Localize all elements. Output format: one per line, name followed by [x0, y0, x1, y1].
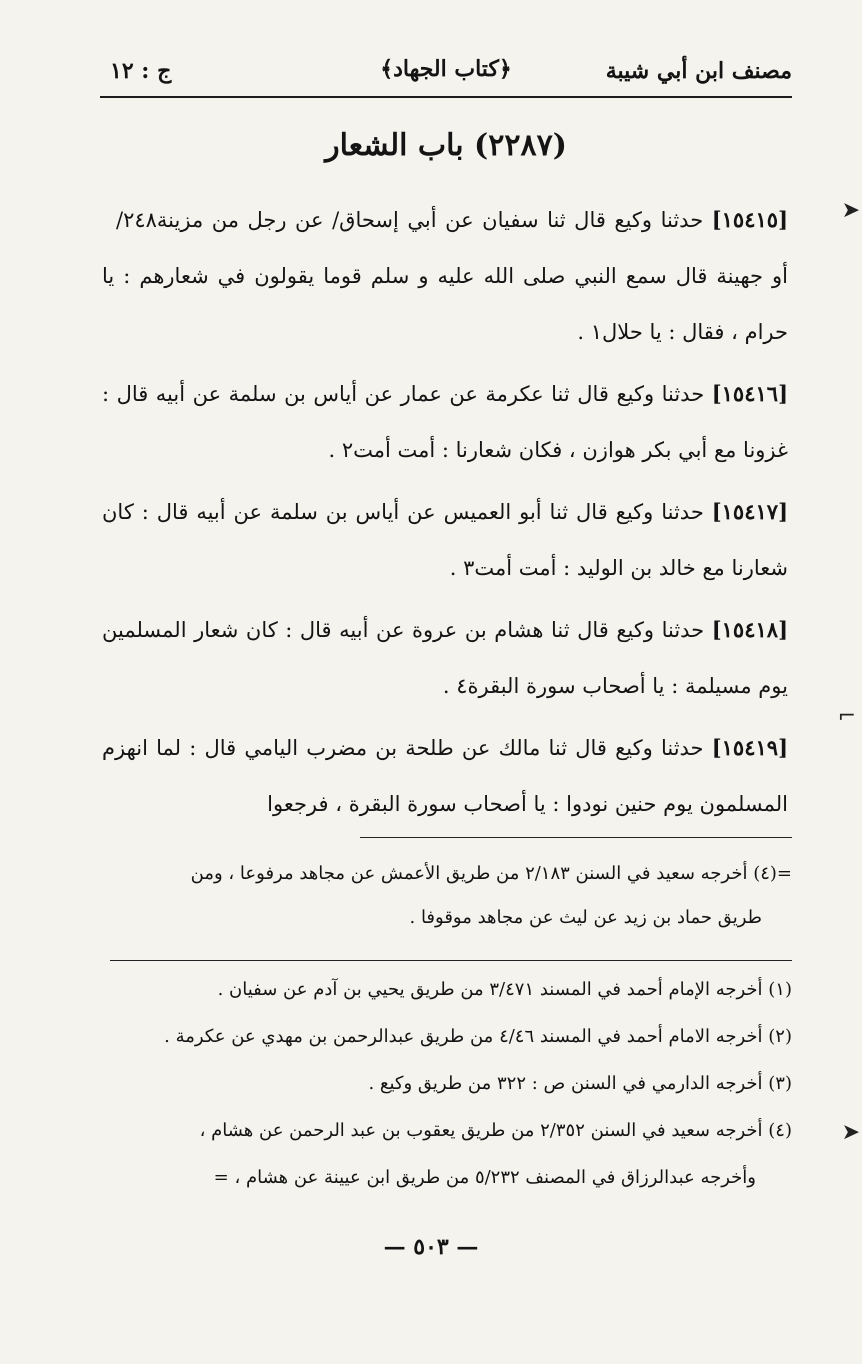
hadith-number: [١٥٤١٥] — [711, 207, 788, 232]
footnote: (٢) أخرجه الامام أحمد في المسند ٤/٤٦ من طريق عبدالرحمن بن مهدي عن عكرمة . — [164, 1026, 792, 1047]
hadith-paragraph — [102, 602, 788, 714]
hadith-number: [١٥٤١٨] — [711, 617, 788, 642]
hadith-text: حدثنا وكيع قال ثنا سفيان عن أبي إسحاق/ عن رجل من مزينة أو جهينة قال سمع النبي صلى الله عليه و سلم قوما يقولون في شعارهم : يا حرام ، فقال : يا حلال١ . — [102, 208, 788, 344]
margin-hook-icon: ⌐ — [837, 704, 856, 729]
hadith-paragraph — [102, 366, 788, 478]
running-header — [100, 48, 792, 98]
footnotes — [102, 966, 792, 1201]
footnote-line: =(٤) أخرجه سعيد في السنن ٢/١٨٣ من طريق الأعمش عن مجاهد مرفوعا ، ومن — [190, 863, 792, 884]
footnote-divider — [110, 960, 792, 961]
section-heading: (٢٢٨٧) باب الشعار — [325, 128, 567, 163]
hadith-text: حدثنا وكيع قال ثنا مالك عن طلحة بن مضرب اليامي قال : لما انهزم المسلمون يوم حنين نودوا : يا أصحاب سورة البقرة ، فرجعوا — [102, 736, 788, 816]
hadith-text: حدثنا وكيع قال ثنا أبو العميس عن أياس بن سلمة عن أبيه قال : كان شعارنا مع خالد بن الوليد : أمت أمت٣ . — [102, 500, 788, 580]
footnote: وأخرجه عبدالرزاق في المصنف ٥/٢٣٢ من طريق ابن عيينة عن هشام ، = — [213, 1167, 756, 1188]
hadith-paragraph — [102, 720, 788, 832]
footnote: (٤) أخرجه سعيد في السنن ٢/٣٥٢ من طريق يعقوب بن عبد الرحمن عن هشام ، — [199, 1120, 792, 1141]
footnote-separator — [360, 837, 792, 838]
footnote: (١) أخرجه الإمام أحمد في المسند ٣/٤٧١ من طريق يحيي بن آدم عن سفيان . — [217, 979, 792, 1000]
hadith-number: [١٥٤١٩] — [711, 735, 788, 760]
margin-arrow-icon: ➤ — [841, 1120, 860, 1145]
margin-arrow-icon: ➤ — [841, 198, 860, 223]
hadith-text: حدثنا وكيع قال ثنا هشام بن عروة عن أبيه قال : كان شعار المسلمين يوم مسيلمة : يا أصحاب سورة البقرة٤ . — [102, 618, 788, 698]
hadith-text-block — [102, 192, 788, 838]
hadith-number: [١٥٤١٦] — [711, 381, 788, 406]
chapter-title: ﴿كتاب الجهاد﴾ — [380, 56, 512, 82]
carried-footnote — [102, 852, 792, 940]
page-number: — ٥٠٣ — — [383, 1234, 479, 1260]
volume-number: ج : ١٢ — [110, 58, 172, 84]
hadith-paragraph — [102, 484, 788, 596]
hadith-paragraph — [102, 192, 788, 360]
footnote-line: طريق حماد بن زيد عن ليث عن مجاهد موقوفا . — [409, 907, 762, 928]
book-title: مصنف ابن أبي شيبة — [605, 58, 792, 84]
footnote: (٣) أخرجه الدارمي في السنن ص : ٣٢٢ من طريق وكيع . — [368, 1073, 792, 1094]
volume-page-reference: ٢٤٨/ — [116, 208, 157, 232]
hadith-number: [١٥٤١٧] — [711, 499, 788, 524]
hadith-text: حدثنا وكيع قال ثنا عكرمة عن عمار عن أياس بن سلمة عن أبيه قال : غزونا مع أبي بكر هوازن ، فكان شعارنا : أمت أمت٢ . — [102, 382, 788, 462]
